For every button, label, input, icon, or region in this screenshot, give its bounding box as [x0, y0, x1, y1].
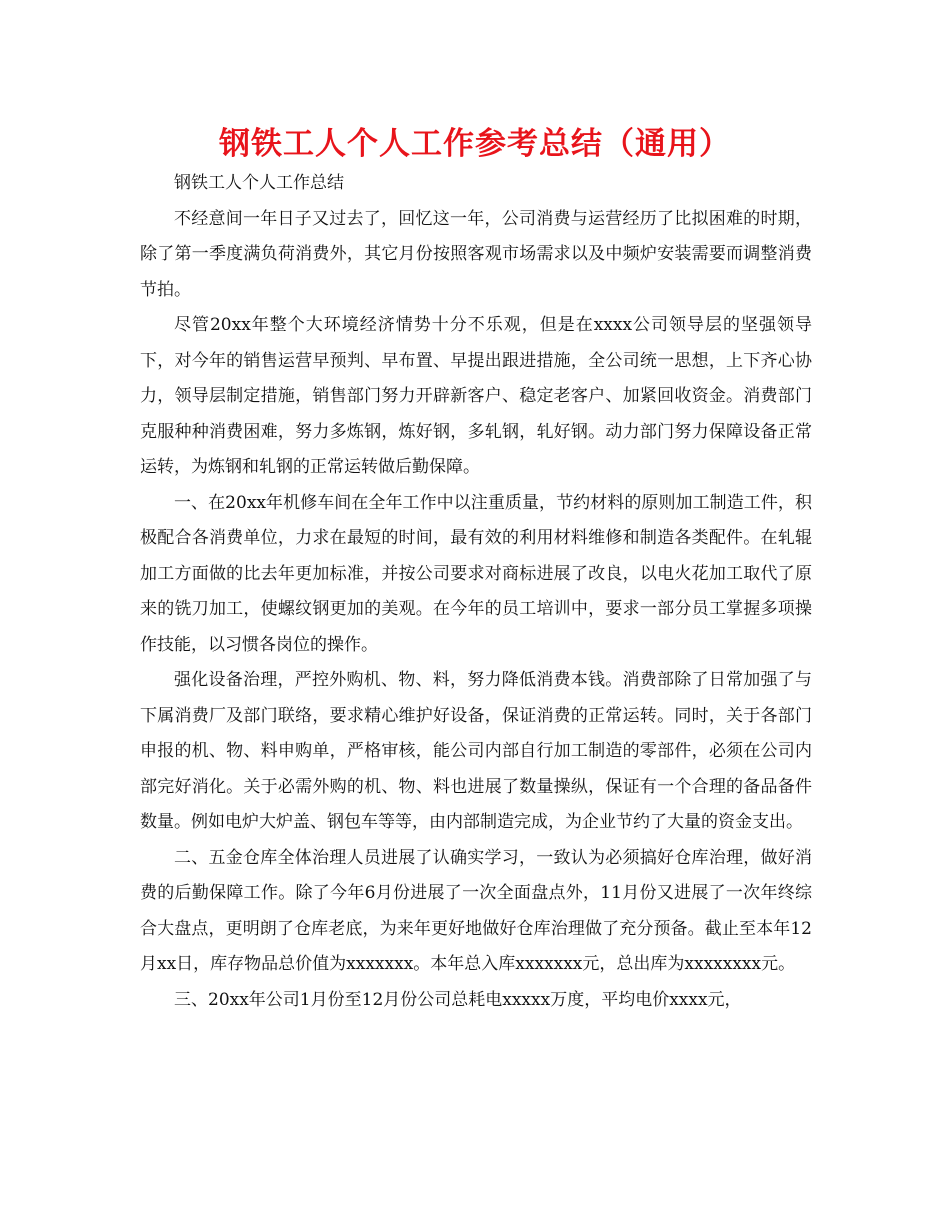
document-subtitle: 钢铁工人个人工作总结 — [174, 173, 344, 193]
paragraph: 二、五金仓库全体治理人员进展了认确实学习，一致认为必须搞好仓库治理，做好消费的后勤保障工作。除了今年6月份进展了一次全面盘点外，11月份又进展了一次年终综合大盘点，更明朗了仓库老底，为来年更好地做好仓库治理做了充分预备。截止至本年12月xx日，库存物品总价值为xxxxxxx。本年总入库xxxxxxx元，总出库为xxxxxxxx元。 — [140, 847, 812, 974]
document-title: 钢铁工人个人工作参考总结（通用） — [219, 126, 731, 162]
document-body — [140, 166, 812, 1018]
paragraph: 不经意间一年日子又过去了，回忆这一年，公司消费与运营经历了比拟困难的时期，除了第一季度满负荷消费外，其它月份按照客观市场需求以及中频炉安装需要而调整消费节拍。 — [140, 208, 812, 300]
paragraph: 强化设备治理，严控外购机、物、料，努力降低消费本钱。消费部除了日常加强了与下属消费厂及部门联络，要求精心维护好设备，保证消费的正常运转。同时，关于各部门申报的机、物、料申购单，严格审核，能公司内部自行加工制造的零部件，必须在公司内部完好消化。关于必需外购的机、物、料也进展了数量操纵，保证有一个合理的备品备件数量。例如电炉大炉盖、钢包车等等，由内部制造完成，为企业节约了大量的资金支出。 — [140, 670, 812, 832]
paragraph: 三、20xx年公司1月份至12月份公司总耗电xxxxx万度，平均电价xxxx元， — [174, 989, 742, 1010]
paragraph: 尽管20xx年整个大环境经济情势十分不乐观，但是在xxxx公司领导层的坚强领导下，对今年的销售运营早预判、早布置、早提出跟进措施，全公司统一思想，上下齐心协力，领导层制定措施，销售部门努力开辟新客户、稳定老客户、加紧回收资金。消费部门克服种种消费困难，努力多炼钢，炼好钢，多轧钢，轧好钢。动力部门努力保障设备正常运转，为炼钢和轧钢的正常运转做后勤保障。 — [140, 315, 812, 477]
paragraph: 一、在20xx年机修车间在全年工作中以注重质量，节约材料的原则加工制造工件，积极配合各消费单位，力求在最短的时间，最有效的利用材料维修和制造各类配件。在轧辊加工方面做的比去年更加标准，并按公司要求对商标进展了改良，以电火花加工取代了原来的铣刀加工，使螺纹钢更加的美观。在今年的员工培训中，要求一部分员工掌握多项操作技能，以习惯各岗位的操作。 — [140, 492, 812, 655]
